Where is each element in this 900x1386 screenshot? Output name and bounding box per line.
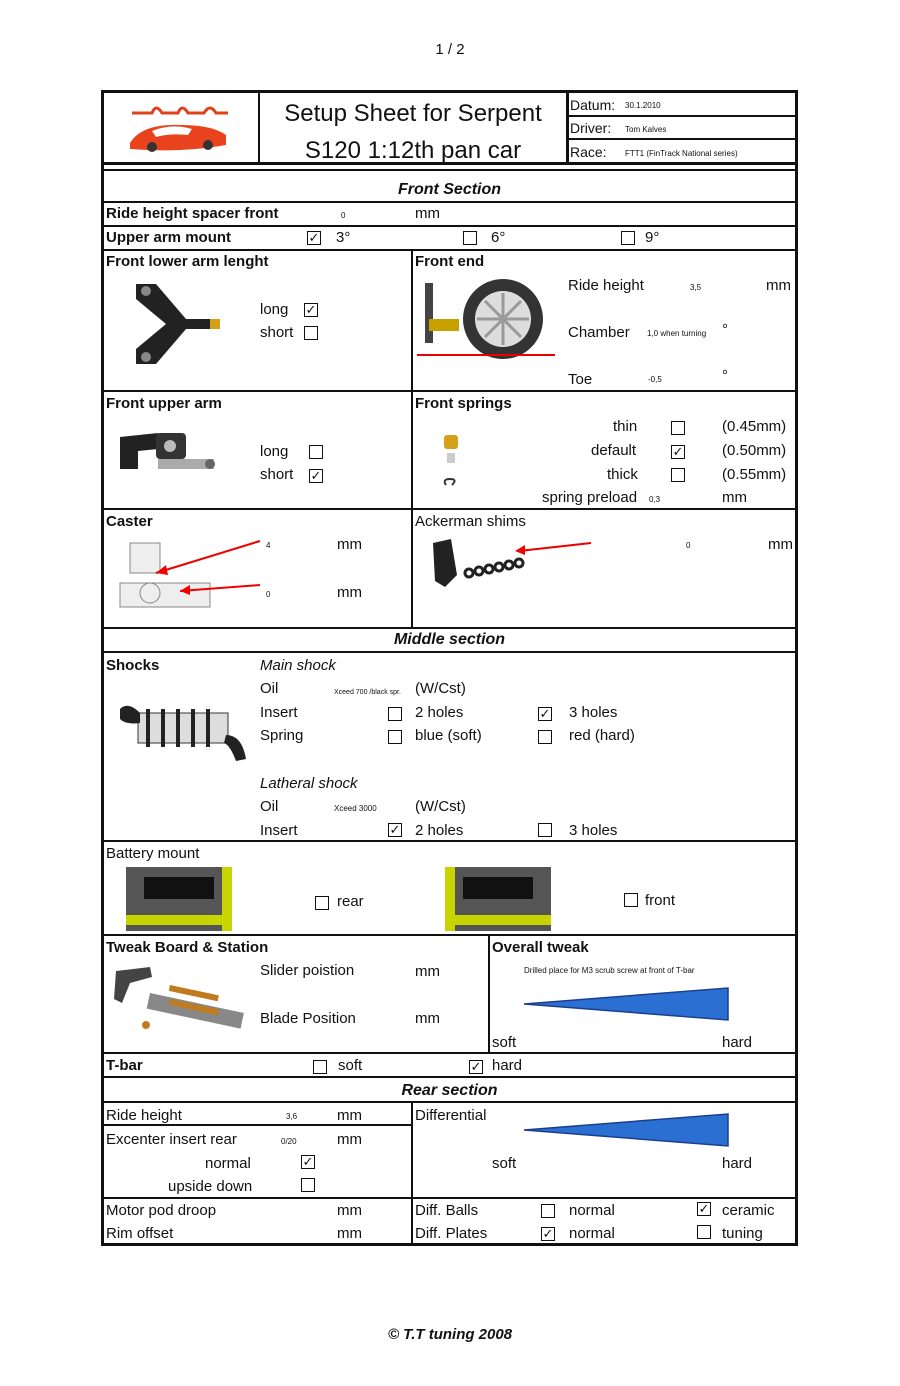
tbar-hard-checkbox[interactable]: ✓ xyxy=(470,1059,482,1074)
rear-ride-height-value: 3,6 xyxy=(286,1112,298,1121)
front-springs-label: Front springs xyxy=(415,395,512,412)
spring-thick-label: thick xyxy=(607,466,638,483)
ackerman-unit: mm xyxy=(768,536,793,553)
overall-soft-label: soft xyxy=(492,1034,517,1051)
lower-arm-long-checkbox[interactable]: ✓ xyxy=(305,302,317,317)
fe-ride-height-label: Ride height xyxy=(568,277,644,294)
spring-thin-label: thin xyxy=(613,418,638,435)
rear-ride-height-unit: mm xyxy=(337,1107,362,1124)
spring-default-size: (0.50mm) xyxy=(722,442,787,459)
main-oil-label: Oil xyxy=(260,680,279,697)
diff-balls-label: Diff. Balls xyxy=(415,1202,479,1219)
tbar-hard-label: hard xyxy=(492,1057,523,1074)
main-insert-2holes-label: 2 holes xyxy=(415,704,464,721)
datum-value: 30.1.2010 xyxy=(625,101,661,110)
battery-front-label: front xyxy=(645,892,676,909)
lat-insert-label: Insert xyxy=(260,822,298,839)
shocks-label: Shocks xyxy=(106,657,160,674)
diff-soft-label: soft xyxy=(492,1155,517,1172)
diff-plates-tuning-label: tuning xyxy=(722,1225,763,1242)
upper-arm-image xyxy=(118,429,218,494)
spring-thin-checkbox[interactable] xyxy=(671,421,685,435)
spring-blue-checkbox[interactable] xyxy=(388,730,402,744)
spring-thin-size: (0.45mm) xyxy=(722,418,787,435)
serpent-logo xyxy=(122,99,242,164)
spring-default-checkbox[interactable]: ✓ xyxy=(672,444,684,459)
mount-3deg-label: 3° xyxy=(336,229,351,246)
blade-position-unit: mm xyxy=(415,1010,440,1027)
fe-toe-value: -0,5 xyxy=(648,375,662,384)
battery-mount-label: Battery mount xyxy=(106,845,200,862)
ride-height-spacer-unit: mm xyxy=(415,205,440,222)
battery-rear-checkbox[interactable] xyxy=(315,896,329,910)
diff-plates-normal-label: normal xyxy=(569,1225,615,1242)
lower-arm-short-label: short xyxy=(260,324,294,341)
tbar-label: T-bar xyxy=(106,1057,143,1074)
main-oil-unit: (W/Cst) xyxy=(415,680,466,697)
slider-position-unit: mm xyxy=(415,963,440,980)
spring-red-label: red (hard) xyxy=(569,727,635,744)
shock-image xyxy=(118,699,248,784)
overall-tweak-scale xyxy=(522,986,732,1027)
sheet-title-line1: Setup Sheet for Serpent xyxy=(284,100,542,127)
upper-arm-short-checkbox[interactable]: ✓ xyxy=(310,468,322,483)
diff-hard-label: hard xyxy=(722,1155,753,1172)
excenter-upside-down-checkbox[interactable] xyxy=(301,1178,315,1192)
tweak-board-label: Tweak Board & Station xyxy=(106,939,269,956)
main-insert-3holes-label: 3 holes xyxy=(569,704,618,721)
main-insert-label: Insert xyxy=(260,704,298,721)
main-insert-3holes-checkbox[interactable]: ✓ xyxy=(539,706,551,721)
motor-pod-droop-label: Motor pod droop xyxy=(106,1202,217,1219)
driver-value: Tom Kalves xyxy=(625,125,667,134)
overall-tweak-label: Overall tweak xyxy=(492,939,589,956)
lat-insert-3holes-label: 3 holes xyxy=(569,822,618,839)
main-oil-value: Xceed 700 /black spr. xyxy=(334,689,401,696)
fe-chamber-value: 1,0 when turning xyxy=(647,329,707,338)
caster-top-value: 4 xyxy=(266,541,271,550)
fe-chamber-label: Chamber xyxy=(568,324,630,341)
front-section-title: Front Section xyxy=(397,181,502,198)
diff-plates-normal-checkbox[interactable]: ✓ xyxy=(542,1226,554,1241)
battery-front-checkbox[interactable] xyxy=(624,893,638,907)
diff-balls-normal-checkbox[interactable] xyxy=(541,1204,555,1218)
setup-sheet xyxy=(101,90,798,1246)
race-value: FTT1 (FinTrack National series) xyxy=(625,149,738,158)
mount-6deg-checkbox[interactable] xyxy=(463,231,477,245)
spring-blue-label: blue (soft) xyxy=(415,727,482,744)
ride-height-spacer-value: 0 xyxy=(341,211,346,220)
excenter-label: Excenter insert rear xyxy=(106,1131,237,1148)
caster-top-unit: mm xyxy=(337,536,362,553)
mount-6deg-label: 6° xyxy=(491,229,506,246)
lat-insert-3holes-checkbox[interactable] xyxy=(538,823,552,837)
excenter-value: 0/20 xyxy=(281,1137,297,1146)
excenter-normal-label: normal xyxy=(205,1155,251,1172)
mount-9deg-label: 9° xyxy=(645,229,660,246)
spring-red-checkbox[interactable] xyxy=(538,730,552,744)
spring-thick-size: (0.55mm) xyxy=(722,466,787,483)
battery-front-image xyxy=(445,867,551,936)
front-end-label: Front end xyxy=(415,253,485,270)
datum-label: Datum: xyxy=(570,97,616,113)
caster-image xyxy=(110,533,270,618)
fe-ride-height-value: 3,5 xyxy=(690,283,702,292)
ackerman-label: Ackerman shims xyxy=(415,513,526,530)
spring-preload-unit: mm xyxy=(722,489,747,506)
diff-balls-ceramic-checkbox[interactable]: ✓ xyxy=(698,1201,710,1216)
fe-chamber-unit: ° xyxy=(722,321,728,338)
lat-oil-value: Xceed 3000 xyxy=(334,804,377,813)
lower-arm-image xyxy=(126,279,226,374)
excenter-upside-down-label: upside down xyxy=(168,1178,253,1195)
page-number: 1 / 2 xyxy=(435,41,465,58)
battery-rear-label: rear xyxy=(337,893,364,910)
diff-balls-normal-label: normal xyxy=(569,1202,615,1219)
driver-label: Driver: xyxy=(570,120,612,136)
rear-section-title: Rear section xyxy=(401,1082,498,1099)
motor-pod-droop-unit: mm xyxy=(337,1202,362,1219)
ackerman-value: 0 xyxy=(686,541,691,550)
diff-plates-tuning-checkbox[interactable] xyxy=(697,1225,711,1239)
front-end-image xyxy=(415,273,555,368)
upper-arm-long-label: long xyxy=(260,443,289,460)
rim-offset-label: Rim offset xyxy=(106,1225,174,1242)
main-shock-label: Main shock xyxy=(260,657,336,674)
main-insert-2holes-checkbox[interactable] xyxy=(388,707,402,721)
overall-tweak-note: Drilled place for M3 scrub screw at front of T-bar xyxy=(524,966,695,975)
spring-preload-value: 0,3 xyxy=(649,495,661,504)
slider-position-label: Slider poistion xyxy=(260,962,355,979)
lower-arm-long-label: long xyxy=(260,301,289,318)
differential-scale xyxy=(522,1112,732,1153)
diff-plates-label: Diff. Plates xyxy=(415,1225,488,1242)
ackerman-image xyxy=(427,535,597,600)
overall-hard-label: hard xyxy=(722,1034,753,1051)
caster-label: Caster xyxy=(106,513,153,530)
battery-rear-image xyxy=(126,867,232,936)
spring-preload-label: spring preload xyxy=(542,489,638,506)
mount-9deg-checkbox[interactable] xyxy=(621,231,635,245)
caster-bottom-value: 0 xyxy=(266,590,271,599)
middle-section-title: Middle section xyxy=(393,631,506,648)
lat-insert-2holes-checkbox[interactable]: ✓ xyxy=(389,822,401,837)
lat-oil-unit: (W/Cst) xyxy=(415,798,466,815)
rim-offset-unit: mm xyxy=(337,1225,362,1242)
blade-position-label: Blade Position xyxy=(260,1010,356,1027)
spring-image xyxy=(440,433,464,498)
upper-arm-long-checkbox[interactable] xyxy=(309,445,323,459)
excenter-normal-checkbox[interactable]: ✓ xyxy=(302,1154,314,1169)
differential-label: Differential xyxy=(415,1107,487,1124)
main-spring-label: Spring xyxy=(260,727,304,744)
lat-insert-2holes-label: 2 holes xyxy=(415,822,464,839)
race-label: Race: xyxy=(570,144,607,160)
spring-thick-checkbox[interactable] xyxy=(671,468,685,482)
fe-toe-label: Toe xyxy=(568,371,593,388)
tbar-soft-label: soft xyxy=(338,1057,363,1074)
spring-default-label: default xyxy=(591,442,637,459)
rear-ride-height-label: Ride height xyxy=(106,1107,182,1124)
tweak-station-image xyxy=(110,963,250,1038)
excenter-unit: mm xyxy=(337,1131,362,1148)
sheet-title-line2: S120 1:12th pan car xyxy=(304,137,522,164)
upper-arm-label: Front upper arm xyxy=(106,395,222,412)
lower-arm-short-checkbox[interactable] xyxy=(304,326,318,340)
upper-arm-mount-label: Upper arm mount xyxy=(106,229,232,246)
tbar-soft-checkbox[interactable] xyxy=(313,1060,327,1074)
upper-arm-short-label: short xyxy=(260,466,294,483)
diff-balls-ceramic-label: ceramic xyxy=(722,1202,775,1219)
lower-arm-label: Front lower arm lenght xyxy=(106,253,269,270)
fe-ride-height-unit: mm xyxy=(766,277,791,294)
caster-bottom-unit: mm xyxy=(337,584,362,601)
mount-3deg-checkbox[interactable]: ✓ xyxy=(308,230,320,245)
fe-toe-unit: ° xyxy=(722,367,728,384)
lateral-shock-label: Latheral shock xyxy=(260,775,358,792)
lat-oil-label: Oil xyxy=(260,798,279,815)
ride-height-spacer-label: Ride height spacer front xyxy=(106,205,279,222)
footer-copyright: © T.T tuning 2008 xyxy=(387,1326,513,1343)
